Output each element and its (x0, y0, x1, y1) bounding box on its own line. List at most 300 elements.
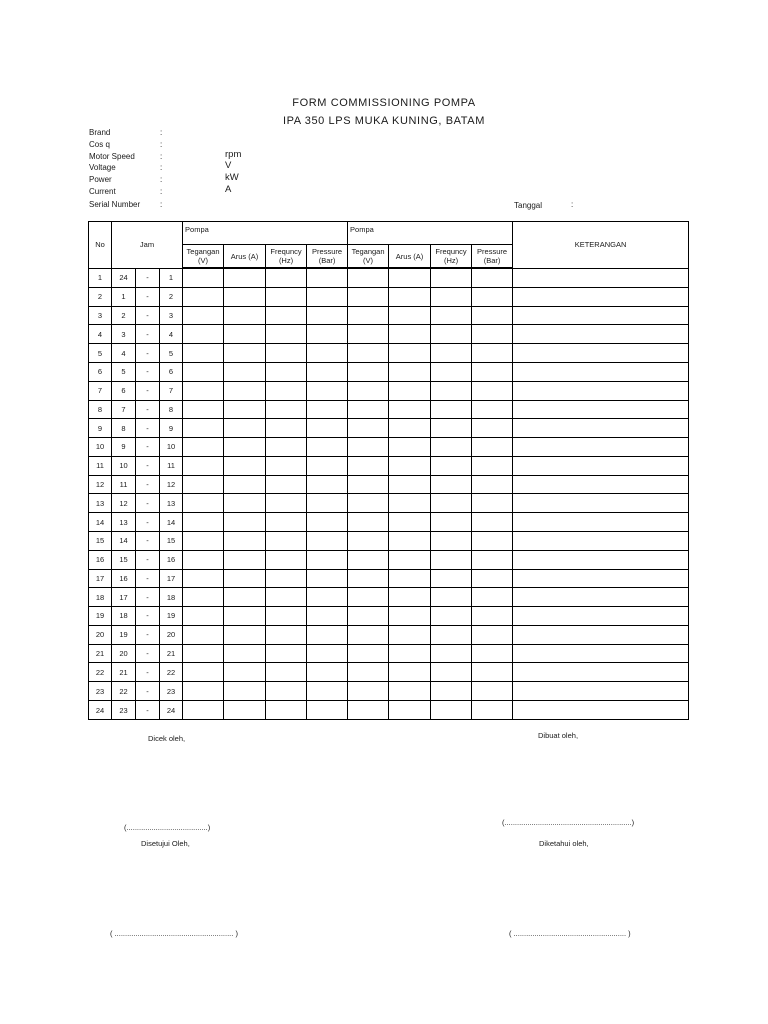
data-entry-cell[interactable] (389, 400, 431, 419)
data-entry-cell[interactable] (348, 682, 389, 701)
data-entry-cell[interactable] (431, 569, 472, 588)
data-entry-cell[interactable] (389, 362, 431, 381)
data-entry-cell[interactable] (348, 588, 389, 607)
data-entry-cell[interactable] (431, 362, 472, 381)
commissioning-table (88, 221, 689, 720)
data-entry-cell[interactable] (472, 494, 513, 513)
keterangan-cell[interactable] (513, 550, 689, 569)
row-no-cell: 1 (89, 268, 112, 287)
data-entry-cell[interactable] (348, 550, 389, 569)
data-entry-cell[interactable] (224, 569, 266, 588)
signature-line-4: ( ...................................................... ) (509, 929, 631, 938)
data-entry-cell[interactable] (389, 494, 431, 513)
header-pressure-2: Pressure (Bar) (472, 245, 513, 269)
table-row (89, 475, 689, 494)
data-entry-cell[interactable] (348, 400, 389, 419)
data-entry-cell[interactable] (348, 438, 389, 457)
data-entry-cell[interactable] (224, 607, 266, 626)
row-jam-to-cell: 11 (160, 456, 183, 475)
keterangan-cell[interactable] (513, 569, 689, 588)
row-jam-from-cell: 12 (112, 494, 136, 513)
row-jam-from-cell: 1 (112, 287, 136, 306)
row-jam-from-cell: 18 (112, 607, 136, 626)
data-entry-cell[interactable] (307, 531, 348, 550)
data-entry-cell[interactable] (266, 456, 307, 475)
data-entry-cell[interactable] (348, 456, 389, 475)
data-entry-cell[interactable] (472, 325, 513, 344)
info-label: Serial Number (89, 200, 141, 209)
data-entry-cell[interactable] (266, 531, 307, 550)
data-entry-cell[interactable] (266, 344, 307, 363)
data-entry-cell[interactable] (266, 682, 307, 701)
data-entry-cell[interactable] (348, 494, 389, 513)
data-entry-cell[interactable] (389, 381, 431, 400)
data-entry-cell[interactable] (472, 569, 513, 588)
keterangan-cell[interactable] (513, 682, 689, 701)
row-dash-cell: - (136, 475, 160, 494)
data-entry-cell[interactable] (389, 268, 431, 287)
data-entry-cell[interactable] (472, 475, 513, 494)
data-entry-cell[interactable] (348, 663, 389, 682)
data-entry-cell[interactable] (472, 607, 513, 626)
data-entry-cell[interactable] (389, 682, 431, 701)
data-entry-cell[interactable] (183, 550, 224, 569)
data-entry-cell[interactable] (431, 513, 472, 532)
row-jam-from-cell: 10 (112, 456, 136, 475)
data-entry-cell[interactable] (472, 682, 513, 701)
data-entry-cell[interactable] (183, 381, 224, 400)
data-entry-cell[interactable] (266, 306, 307, 325)
table-row (89, 494, 689, 513)
header-arus-2: Arus (A) (389, 245, 431, 269)
data-entry-cell[interactable] (183, 287, 224, 306)
data-entry-cell[interactable] (431, 475, 472, 494)
data-entry-cell[interactable] (183, 475, 224, 494)
keterangan-cell[interactable] (513, 513, 689, 532)
data-entry-cell[interactable] (431, 625, 472, 644)
keterangan-cell[interactable] (513, 456, 689, 475)
data-entry-cell[interactable] (183, 419, 224, 438)
data-entry-cell[interactable] (348, 607, 389, 626)
data-entry-cell[interactable] (389, 287, 431, 306)
row-dash-cell: - (136, 701, 160, 720)
form-title: FORM COMMISSIONING POMPA (292, 97, 476, 109)
keterangan-cell[interactable] (513, 438, 689, 457)
data-entry-cell[interactable] (224, 381, 266, 400)
data-entry-cell[interactable] (224, 400, 266, 419)
data-entry-cell[interactable] (348, 419, 389, 438)
data-entry-cell[interactable] (266, 494, 307, 513)
data-entry-cell[interactable] (307, 607, 348, 626)
data-entry-cell[interactable] (389, 438, 431, 457)
keterangan-cell[interactable] (513, 325, 689, 344)
data-entry-cell[interactable] (472, 381, 513, 400)
tanggal-colon: : (571, 200, 574, 209)
keterangan-cell[interactable] (513, 344, 689, 363)
data-entry-cell[interactable] (224, 438, 266, 457)
row-jam-to-cell: 3 (160, 306, 183, 325)
data-entry-cell[interactable] (472, 701, 513, 720)
data-entry-cell[interactable] (224, 588, 266, 607)
row-jam-from-cell: 7 (112, 400, 136, 419)
data-entry-cell[interactable] (472, 625, 513, 644)
row-jam-from-cell: 9 (112, 438, 136, 457)
data-entry-cell[interactable] (183, 306, 224, 325)
data-entry-cell[interactable] (431, 531, 472, 550)
data-entry-cell[interactable] (307, 362, 348, 381)
row-no-cell: 23 (89, 682, 112, 701)
row-dash-cell: - (136, 494, 160, 513)
row-jam-to-cell: 9 (160, 419, 183, 438)
row-no-cell: 21 (89, 644, 112, 663)
data-entry-cell[interactable] (183, 663, 224, 682)
row-dash-cell: - (136, 625, 160, 644)
row-jam-from-cell: 24 (112, 268, 136, 287)
data-entry-cell[interactable] (389, 325, 431, 344)
data-entry-cell[interactable] (224, 644, 266, 663)
data-entry-cell[interactable] (472, 362, 513, 381)
info-colon: : (160, 152, 163, 161)
dicek-label: Dicek oleh, (148, 734, 186, 743)
row-jam-from-cell: 2 (112, 306, 136, 325)
keterangan-cell[interactable] (513, 625, 689, 644)
data-entry-cell[interactable] (389, 701, 431, 720)
data-entry-cell[interactable] (431, 287, 472, 306)
data-entry-cell[interactable] (266, 701, 307, 720)
data-entry-cell[interactable] (472, 588, 513, 607)
data-entry-cell[interactable] (307, 663, 348, 682)
data-entry-cell[interactable] (307, 287, 348, 306)
data-entry-cell[interactable] (389, 475, 431, 494)
keterangan-cell[interactable] (513, 306, 689, 325)
info-label: Cos q (89, 140, 110, 149)
row-dash-cell: - (136, 419, 160, 438)
data-entry-cell[interactable] (431, 456, 472, 475)
data-entry-cell[interactable] (224, 306, 266, 325)
data-entry-cell[interactable] (389, 663, 431, 682)
data-entry-cell[interactable] (472, 513, 513, 532)
data-entry-cell[interactable] (307, 344, 348, 363)
data-entry-cell[interactable] (183, 438, 224, 457)
data-entry-cell[interactable] (224, 475, 266, 494)
row-dash-cell: - (136, 381, 160, 400)
row-jam-to-cell: 12 (160, 475, 183, 494)
header-no: No (89, 222, 112, 269)
data-entry-cell[interactable] (183, 569, 224, 588)
data-entry-cell[interactable] (183, 456, 224, 475)
row-jam-from-cell: 22 (112, 682, 136, 701)
data-entry-cell[interactable] (389, 513, 431, 532)
data-entry-cell[interactable] (472, 400, 513, 419)
data-entry-cell[interactable] (389, 306, 431, 325)
row-dash-cell: - (136, 588, 160, 607)
data-entry-cell[interactable] (307, 381, 348, 400)
data-entry-cell[interactable] (307, 325, 348, 344)
keterangan-cell[interactable] (513, 268, 689, 287)
tanggal-label: Tanggal (514, 201, 543, 210)
data-entry-cell[interactable] (431, 644, 472, 663)
header-jam: Jam (112, 222, 183, 269)
row-no-cell: 18 (89, 588, 112, 607)
row-jam-to-cell: 16 (160, 550, 183, 569)
data-entry-cell[interactable] (266, 325, 307, 344)
data-entry-cell[interactable] (266, 569, 307, 588)
data-entry-cell[interactable] (348, 513, 389, 532)
data-entry-cell[interactable] (389, 456, 431, 475)
data-entry-cell[interactable] (389, 344, 431, 363)
data-entry-cell[interactable] (348, 531, 389, 550)
data-entry-cell[interactable] (431, 494, 472, 513)
data-entry-cell[interactable] (224, 456, 266, 475)
data-entry-cell[interactable] (348, 625, 389, 644)
table-row (89, 456, 689, 475)
data-entry-cell[interactable] (266, 588, 307, 607)
data-entry-cell[interactable] (348, 701, 389, 720)
data-entry-cell[interactable] (183, 400, 224, 419)
data-entry-cell[interactable] (183, 607, 224, 626)
data-entry-cell[interactable] (183, 513, 224, 532)
data-entry-cell[interactable] (307, 625, 348, 644)
data-entry-cell[interactable] (389, 607, 431, 626)
data-entry-cell[interactable] (348, 268, 389, 287)
row-no-cell: 11 (89, 456, 112, 475)
data-entry-cell[interactable] (472, 287, 513, 306)
data-entry-cell[interactable] (266, 625, 307, 644)
keterangan-cell[interactable] (513, 663, 689, 682)
table-row (89, 588, 689, 607)
data-entry-cell[interactable] (348, 644, 389, 663)
row-jam-from-cell: 20 (112, 644, 136, 663)
data-entry-cell[interactable] (307, 456, 348, 475)
data-entry-cell[interactable] (307, 268, 348, 287)
row-dash-cell: - (136, 362, 160, 381)
data-entry-cell[interactable] (431, 419, 472, 438)
row-dash-cell: - (136, 344, 160, 363)
data-entry-cell[interactable] (431, 663, 472, 682)
data-entry-cell[interactable] (224, 531, 266, 550)
row-jam-from-cell: 11 (112, 475, 136, 494)
data-entry-cell[interactable] (224, 362, 266, 381)
data-entry-cell[interactable] (224, 325, 266, 344)
info-colon: : (160, 175, 163, 184)
row-dash-cell: - (136, 438, 160, 457)
data-entry-cell[interactable] (183, 644, 224, 663)
keterangan-cell[interactable] (513, 400, 689, 419)
data-entry-cell[interactable] (431, 344, 472, 363)
keterangan-cell[interactable] (513, 644, 689, 663)
data-entry-cell[interactable] (183, 682, 224, 701)
data-entry-cell[interactable] (266, 644, 307, 663)
table-row (89, 607, 689, 626)
row-jam-from-cell: 23 (112, 701, 136, 720)
data-entry-cell[interactable] (266, 438, 307, 457)
data-entry-cell[interactable] (224, 550, 266, 569)
data-entry-cell[interactable] (307, 550, 348, 569)
row-dash-cell: - (136, 513, 160, 532)
data-entry-cell[interactable] (472, 550, 513, 569)
row-dash-cell: - (136, 306, 160, 325)
data-entry-cell[interactable] (431, 438, 472, 457)
table-row (89, 268, 689, 287)
keterangan-cell[interactable] (513, 419, 689, 438)
data-entry-cell[interactable] (183, 531, 224, 550)
data-entry-cell[interactable] (431, 682, 472, 701)
data-entry-cell[interactable] (389, 569, 431, 588)
data-entry-cell[interactable] (224, 625, 266, 644)
data-entry-cell[interactable] (431, 550, 472, 569)
data-entry-cell[interactable] (431, 325, 472, 344)
row-dash-cell: - (136, 268, 160, 287)
data-entry-cell[interactable] (307, 438, 348, 457)
data-entry-cell[interactable] (224, 287, 266, 306)
row-jam-to-cell: 8 (160, 400, 183, 419)
data-entry-cell[interactable] (431, 306, 472, 325)
data-entry-cell[interactable] (307, 419, 348, 438)
info-unit: A (225, 184, 232, 195)
data-entry-cell[interactable] (389, 588, 431, 607)
data-entry-cell[interactable] (472, 438, 513, 457)
row-jam-from-cell: 15 (112, 550, 136, 569)
row-no-cell: 6 (89, 362, 112, 381)
keterangan-cell[interactable] (513, 531, 689, 550)
data-entry-cell[interactable] (266, 513, 307, 532)
data-entry-cell[interactable] (183, 268, 224, 287)
data-entry-cell[interactable] (348, 381, 389, 400)
data-entry-cell[interactable] (472, 663, 513, 682)
row-dash-cell: - (136, 400, 160, 419)
data-entry-cell[interactable] (224, 513, 266, 532)
data-entry-cell[interactable] (348, 344, 389, 363)
data-entry-cell[interactable] (183, 494, 224, 513)
data-entry-cell[interactable] (348, 475, 389, 494)
data-entry-cell[interactable] (266, 475, 307, 494)
row-dash-cell: - (136, 325, 160, 344)
row-jam-from-cell: 13 (112, 513, 136, 532)
data-entry-cell[interactable] (266, 550, 307, 569)
info-label: Power (89, 175, 112, 184)
row-jam-to-cell: 18 (160, 588, 183, 607)
row-jam-to-cell: 14 (160, 513, 183, 532)
data-entry-cell[interactable] (431, 588, 472, 607)
data-entry-cell[interactable] (307, 475, 348, 494)
data-entry-cell[interactable] (389, 550, 431, 569)
table-row (89, 550, 689, 569)
data-entry-cell[interactable] (307, 588, 348, 607)
data-entry-cell[interactable] (389, 419, 431, 438)
data-entry-cell[interactable] (307, 400, 348, 419)
data-entry-cell[interactable] (307, 513, 348, 532)
info-label: Brand (89, 128, 111, 137)
row-jam-from-cell: 6 (112, 381, 136, 400)
data-entry-cell[interactable] (389, 644, 431, 663)
data-entry-cell[interactable] (307, 306, 348, 325)
data-entry-cell[interactable] (472, 456, 513, 475)
data-entry-cell[interactable] (266, 400, 307, 419)
table-row (89, 682, 689, 701)
table-row (89, 419, 689, 438)
data-entry-cell[interactable] (472, 531, 513, 550)
data-entry-cell[interactable] (266, 607, 307, 626)
data-entry-cell[interactable] (183, 325, 224, 344)
data-entry-cell[interactable] (348, 569, 389, 588)
data-entry-cell[interactable] (224, 701, 266, 720)
keterangan-cell[interactable] (513, 362, 689, 381)
data-entry-cell[interactable] (224, 682, 266, 701)
data-entry-cell[interactable] (183, 701, 224, 720)
data-entry-cell[interactable] (266, 287, 307, 306)
data-entry-cell[interactable] (389, 625, 431, 644)
keterangan-cell[interactable] (513, 287, 689, 306)
data-entry-cell[interactable] (183, 344, 224, 363)
keterangan-cell[interactable] (513, 701, 689, 720)
table-row (89, 663, 689, 682)
data-entry-cell[interactable] (224, 419, 266, 438)
data-entry-cell[interactable] (224, 268, 266, 287)
data-entry-cell[interactable] (431, 607, 472, 626)
data-entry-cell[interactable] (431, 701, 472, 720)
row-jam-from-cell: 8 (112, 419, 136, 438)
keterangan-cell[interactable] (513, 607, 689, 626)
data-entry-cell[interactable] (472, 306, 513, 325)
data-entry-cell[interactable] (183, 588, 224, 607)
data-entry-cell[interactable] (472, 268, 513, 287)
row-no-cell: 7 (89, 381, 112, 400)
keterangan-cell[interactable] (513, 494, 689, 513)
data-entry-cell[interactable] (307, 494, 348, 513)
row-no-cell: 17 (89, 569, 112, 588)
data-entry-cell[interactable] (348, 325, 389, 344)
data-entry-cell[interactable] (266, 381, 307, 400)
data-entry-cell[interactable] (307, 644, 348, 663)
keterangan-cell[interactable] (513, 381, 689, 400)
data-entry-cell[interactable] (266, 663, 307, 682)
data-entry-cell[interactable] (389, 531, 431, 550)
data-entry-cell[interactable] (224, 663, 266, 682)
data-entry-cell[interactable] (348, 362, 389, 381)
data-entry-cell[interactable] (183, 362, 224, 381)
row-no-cell: 10 (89, 438, 112, 457)
info-unit: kW (225, 172, 239, 183)
data-entry-cell[interactable] (224, 494, 266, 513)
data-entry-cell[interactable] (472, 344, 513, 363)
data-entry-cell[interactable] (472, 644, 513, 663)
header-tegangan-1: Tegangan (V) (183, 245, 224, 269)
data-entry-cell[interactable] (266, 268, 307, 287)
data-entry-cell[interactable] (348, 287, 389, 306)
data-entry-cell[interactable] (183, 625, 224, 644)
data-entry-cell[interactable] (431, 400, 472, 419)
data-entry-cell[interactable] (266, 362, 307, 381)
data-entry-cell[interactable] (307, 682, 348, 701)
table-row (89, 400, 689, 419)
row-no-cell: 4 (89, 325, 112, 344)
data-entry-cell[interactable] (266, 419, 307, 438)
row-jam-to-cell: 13 (160, 494, 183, 513)
data-entry-cell[interactable] (431, 268, 472, 287)
disetujui-label: Disetujui Oleh, (141, 839, 190, 848)
keterangan-cell[interactable] (513, 588, 689, 607)
header-arus-1: Arus (A) (224, 245, 266, 269)
data-entry-cell[interactable] (348, 306, 389, 325)
data-entry-cell[interactable] (307, 701, 348, 720)
info-colon: : (160, 140, 163, 149)
row-no-cell: 14 (89, 513, 112, 532)
data-entry-cell[interactable] (472, 419, 513, 438)
data-entry-cell[interactable] (224, 344, 266, 363)
data-entry-cell[interactable] (307, 569, 348, 588)
data-entry-cell[interactable] (431, 381, 472, 400)
keterangan-cell[interactable] (513, 475, 689, 494)
